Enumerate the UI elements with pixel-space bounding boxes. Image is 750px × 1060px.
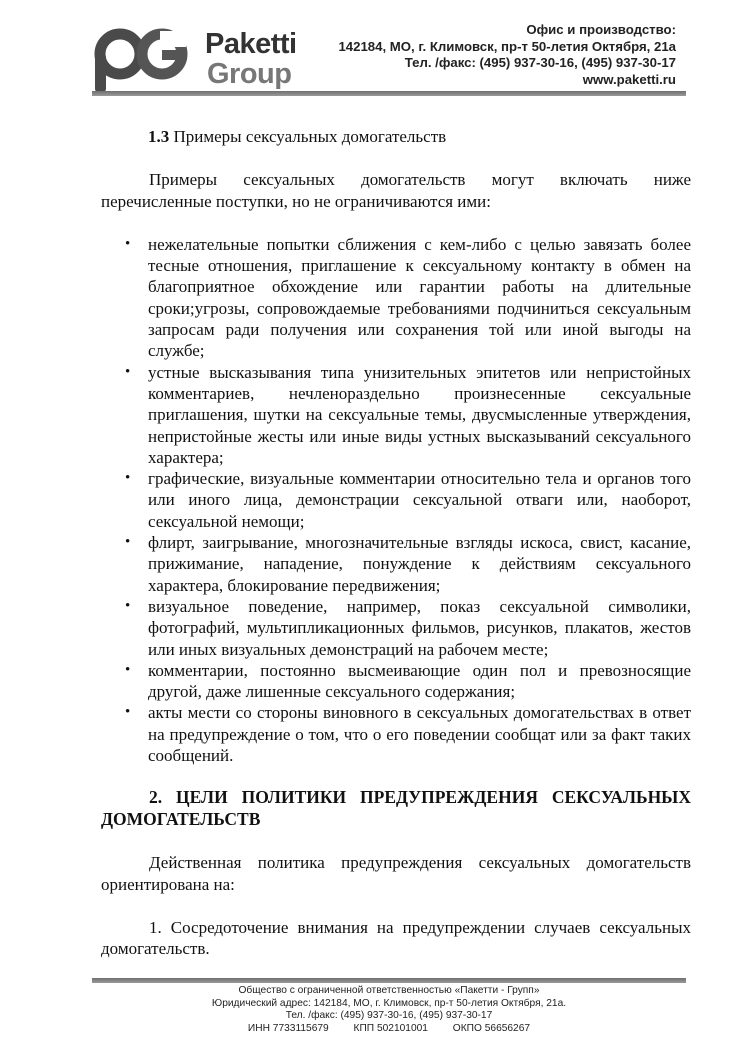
office-phone: Тел. /факс: (495) 937-30-16, (495) 937-30-17 (404, 55, 676, 70)
list-item: • визуальное поведение, например, показ сексуальной символики, фотографий, мультипликационных фильмов, рисунков, плакатов, жестов или иных визуальных демонстраций на рабочем месте; (125, 596, 691, 659)
intro-paragraph: Примеры сексуальных домогательств могут включать ниже перечисленные поступки, но не ограничиваются ими: (101, 170, 691, 211)
footer-divider (92, 978, 686, 983)
bullet-icon: • (125, 470, 131, 487)
footer-kpp: КПП 502101001 (353, 1022, 428, 1034)
list-item: • флирт, заигрывание, многозначительные взгляды искоса, свист, касание, прижимание, нападение, понуждение к действиям сексуального характера, блокирование передвижения; (125, 533, 691, 595)
header-divider (92, 91, 686, 96)
logo-word-paketti: Paketti (205, 28, 297, 60)
footer-inn: ИНН 7733115679 (247, 1022, 329, 1034)
numbered-paragraph-1: 1. Сосредоточение внимания на предупреждении случаев сексуальных домогательств. (101, 917, 691, 959)
office-website: www.paketti.ru (582, 71, 676, 87)
company-logo (92, 24, 312, 94)
document-body (101, 126, 691, 982)
bullet-icon: • (125, 235, 131, 252)
footer-company: Общество с ограниченной ответственностью «Пакетти - Групп» (238, 985, 540, 996)
section-2-heading: 2. ЦЕЛИ ПОЛИТИКИ ПРЕДУПРЕЖДЕНИЯ СЕКСУАЛЬНЫХ ДОМОГАТЕЛЬСТВ (101, 787, 691, 829)
bullet-icon: • (125, 363, 131, 380)
office-address: 142184, МО, г. Климовск, пр-т 50-летия Октября, 21а (338, 38, 676, 54)
list-item: • графические, визуальные комментарии относительно тела и органов того или иного лица, демонстрации сексуальной отваги или, наоборот, сексуальной немощи; (125, 469, 691, 531)
footer-okpo: ОКПО 56656267 (452, 1022, 531, 1034)
office-heading: Офис и производство: (526, 22, 676, 37)
policy-paragraph: Действенная политика предупреждения сексуальных домогательств ориентирована на: (101, 853, 691, 894)
section-title (148, 126, 691, 147)
list-item: • комментарии, постоянно высмеивающие один пол и превозносящие другой, даже лишенные сексуального содержания; (125, 660, 691, 702)
list-item: • устные высказывания типа унизительных эпитетов или непристойных комментариев, нечленораздельно произнесенные сексуальные приглашения, шутки на сексуальные темы, двусмысленные утверждения, непристойные жесты или иные виды устных высказываний сексуального характера; (125, 362, 691, 467)
logo-word-group: Group (207, 58, 292, 90)
list-item: • нежелательные попытки сближения с кем-либо с целью завязать более тесные отношения, приглашение к сексуальному контакту в обмен на благоприятное обхождение или гарантии работы на длительные сроки;угрозы, сопровождаемые требованиями подчиниться сексуальным запросам ради получения или сохранения той или иной выгоды на службе; (125, 234, 691, 361)
list-item: • акты мести со стороны виновного в сексуальных домогательствах в ответ на предупреждение о том, что о его поведении сообщат или за факт таких сообщений. (125, 703, 691, 766)
section-number: 1.3 (148, 127, 170, 146)
bullet-icon: • (125, 534, 131, 551)
footer-phone: Тел. /факс: (495) 937-30-16, (495) 937-30-17 (285, 1010, 493, 1021)
pg-logo-icon (92, 24, 202, 94)
footer-address: Юридический адрес: 142184, МО, г. Климовск, пр-т 50-летия Октября, 21а. (211, 997, 567, 1009)
section-title-text: Примеры сексуальных домогательств (173, 127, 447, 146)
office-contacts (338, 22, 676, 88)
examples-list (101, 234, 691, 766)
bullet-icon: • (125, 597, 131, 614)
footer-codes (92, 1023, 686, 1036)
footer (92, 985, 686, 1035)
bullet-icon: • (125, 704, 131, 721)
bullet-icon: • (125, 661, 131, 678)
